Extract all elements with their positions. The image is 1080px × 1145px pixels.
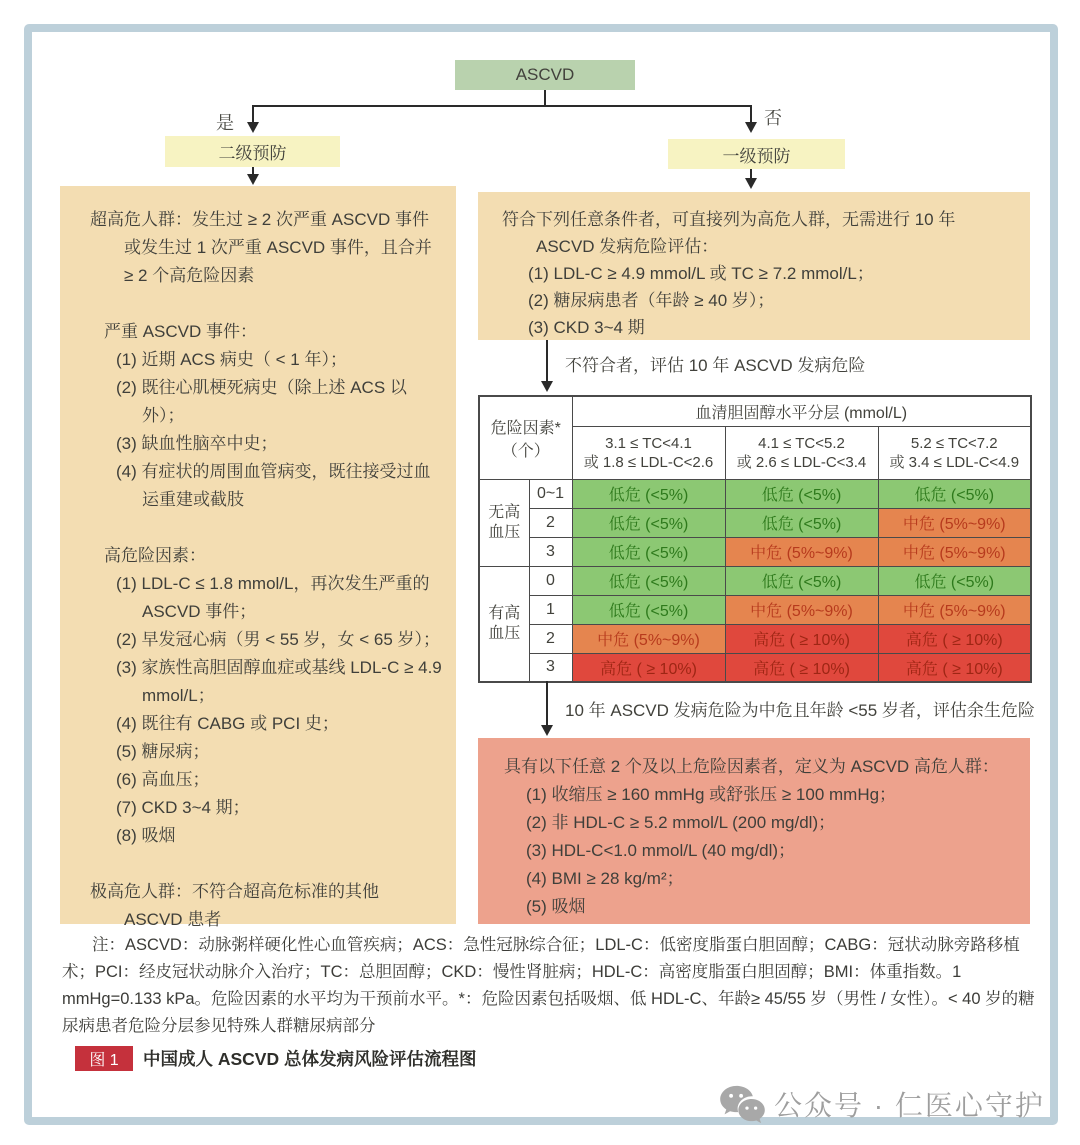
watermark	[718, 1084, 1045, 1124]
table-row	[479, 508, 1031, 537]
text-line: (8) 吸烟	[116, 826, 176, 845]
branch-no-label: 否	[764, 108, 782, 128]
col-header-line2: 或 1.8 ≤ LDL-C<2.6	[583, 453, 714, 471]
table-col-header	[572, 426, 725, 479]
arrow-head	[541, 725, 553, 736]
col-header-line2: 或 3.4 ≤ LDL-C<4.9	[889, 453, 1020, 471]
arrow-head	[745, 122, 757, 133]
connector-line	[546, 681, 548, 726]
arrow-head	[247, 174, 259, 185]
figure-number-badge: 图 1	[75, 1046, 133, 1071]
figure-caption-text: 中国成人 ASCVD 总体发病风险评估流程图	[143, 1049, 477, 1069]
risk-stratification-table	[478, 395, 1032, 683]
table-header-factors	[479, 396, 572, 479]
table-row	[479, 595, 1031, 624]
text-line: (2) 糖尿病患者（年龄 ≥ 40 岁）；	[528, 291, 775, 310]
table-col-header	[725, 426, 878, 479]
text-line: (3) 缺血性脑卒中史；	[116, 434, 278, 453]
table-col-header	[878, 426, 1031, 479]
residual-risk-box	[478, 738, 1030, 924]
table-header-factors-line1: 危险因素*	[490, 419, 561, 437]
text-line: (2) 非 HDL-C ≥ 5.2 mmol/L (200 mg/dl)；	[526, 813, 836, 832]
connector-line	[252, 105, 752, 107]
connector-line	[750, 105, 752, 123]
risk-cell: 高危 ( ≥ 10%)	[725, 624, 878, 653]
arrow-head	[541, 381, 553, 392]
footnote-text: 注：ASCVD：动脉粥样硬化性心血管疾病；ACS：急性冠脉综合征；LDL-C：低密度脂蛋白胆固醇；CABG：冠状动脉旁路移植术；PCI：经皮冠状动脉介入治疗；TC：总胆固醇；CKD：慢性肾脏病；HDL-C：高密度脂蛋白胆固醇；BMI：体重指数。1 mmHg=0.133 kPa。危险因素的水平均为干预前水平。*：危险因素包括吸烟、低 HDL-C、年龄≥ 45/55 岁（男性 / 女性）。< 40 岁的糖尿病患者危险分层参见特殊人群糖尿病部分	[62, 936, 1035, 1035]
table-header-factors-line2: （个）	[501, 442, 550, 460]
text-line: (2) 早发冠心病（男 < 55 岁，女 < 65 岁）；	[116, 630, 441, 649]
factor-count: 2	[529, 508, 572, 537]
factor-count: 1	[529, 595, 572, 624]
col-header-line1: 5.2 ≤ TC<7.2	[910, 434, 998, 452]
risk-cell: 低危 (<5%)	[725, 566, 878, 595]
wechat-icon	[718, 1084, 766, 1124]
text-line: (3) HDL-C<1.0 mmol/L (40 mg/dl)；	[526, 841, 796, 860]
arrow-head	[247, 122, 259, 133]
text-line: (1) 近期 ACS 病史（ < 1 年）；	[116, 350, 347, 369]
node-ascvd	[455, 60, 635, 90]
factor-count: 3	[529, 537, 572, 566]
node-primary-prevention	[668, 139, 845, 169]
text-line: (3) 家族性高胆固醇血症或基线 LDL-C ≥ 4.9 mmol/L；	[116, 658, 442, 705]
node-primary-prevention-label: 一级预防	[722, 146, 791, 166]
risk-cell: 低危 (<5%)	[572, 537, 725, 566]
text-line: (4) BMI ≥ 28 kg/m²；	[526, 869, 684, 888]
table-row	[479, 624, 1031, 653]
direct-high-risk-box	[478, 192, 1030, 340]
arrow-head	[745, 178, 757, 189]
table-header-cholesterol: 血清胆固醇水平分层 (mmol/L)	[572, 396, 1031, 426]
text-line: (7) CKD 3~4 期；	[116, 798, 250, 817]
text-line: 符合下列任意条件者，可直接列为高危人群，无需进行 10 年 ASCVD 发病危险评估：	[502, 210, 956, 256]
node-ascvd-label: ASCVD	[515, 65, 575, 84]
risk-cell: 中危 (5%~9%)	[878, 537, 1031, 566]
node-secondary-prevention-label: 二级预防	[218, 144, 287, 163]
col-header-line2: 或 2.6 ≤ LDL-C<3.4	[736, 453, 867, 471]
risk-cell: 低危 (<5%)	[725, 479, 878, 508]
risk-cell: 低危 (<5%)	[878, 479, 1031, 508]
table-row	[479, 479, 1031, 508]
text-line: (4) 有症状的周围血管病变，既往接受过血运重建或截肢	[116, 462, 431, 509]
node-secondary-prevention	[165, 136, 340, 167]
risk-cell: 中危 (5%~9%)	[572, 624, 725, 653]
risk-cell: 中危 (5%~9%)	[878, 595, 1031, 624]
group-label-hypertension: 有高血压	[479, 566, 529, 682]
factor-count: 3	[529, 653, 572, 682]
text-line: 高危险因素：	[104, 546, 206, 565]
risk-cell: 高危 ( ≥ 10%)	[572, 653, 725, 682]
text-line: 超高危人群：发生过 ≥ 2 次严重 ASCVD 事件或发生过 1 次严重 ASCVD 事件，且合并 ≥ 2 个高危险因素	[90, 210, 432, 285]
connector-line	[544, 90, 546, 106]
text-line: 具有以下任意 2 个及以上危险因素者，定义为 ASCVD 高危人群：	[504, 757, 999, 776]
risk-cell: 高危 ( ≥ 10%)	[725, 653, 878, 682]
factor-count: 0~1	[529, 479, 572, 508]
text-line: (1) LDL-C ≥ 4.9 mmol/L 或 TC ≥ 7.2 mmol/L；	[528, 264, 874, 283]
footnote	[62, 932, 1044, 1040]
group-label-no-hypertension: 无高血压	[479, 479, 529, 566]
text-line: 严重 ASCVD 事件：	[104, 322, 258, 341]
text-line: (1) LDL-C ≤ 1.8 mmol/L，再次发生严重的 ASCVD 事件；	[116, 574, 430, 621]
text-line: (5) 糖尿病；	[116, 742, 210, 761]
text-line: (6) 高血压；	[116, 770, 210, 789]
text-line: (2) 既往心肌梗死病史（除上述 ACS 以外）；	[116, 378, 407, 425]
branch-yes-label: 是	[216, 113, 234, 133]
risk-cell: 低危 (<5%)	[725, 508, 878, 537]
risk-cell: 低危 (<5%)	[878, 566, 1031, 595]
text-line: (4) 既往有 CABG 或 PCI 史；	[116, 714, 339, 733]
factor-count: 2	[529, 624, 572, 653]
watermark-text: 公众号 · 仁医心守护	[774, 1090, 1045, 1121]
table-row	[479, 653, 1031, 682]
text-line: (5) 吸烟	[526, 897, 586, 916]
text-line: (1) 收缩压 ≥ 160 mmHg 或舒张压 ≥ 100 mmHg；	[526, 785, 897, 804]
col-header-line1: 3.1 ≤ TC<4.1	[605, 434, 692, 452]
risk-cell: 低危 (<5%)	[572, 479, 725, 508]
factor-count: 0	[529, 566, 572, 595]
text-line: (3) CKD 3~4 期	[528, 318, 645, 337]
risk-cell: 中危 (5%~9%)	[725, 595, 878, 624]
risk-cell: 中危 (5%~9%)	[878, 508, 1031, 537]
connector-line	[252, 105, 254, 123]
to-table-label: 不符合者，评估 10 年 ASCVD 发病危险	[565, 356, 866, 375]
to-residual-label: 10 年 ASCVD 发病危险为中危且年龄 <55 岁者，评估余生危险	[565, 701, 1035, 720]
table-row	[479, 566, 1031, 595]
risk-cell: 高危 ( ≥ 10%)	[878, 624, 1031, 653]
risk-cell: 低危 (<5%)	[572, 595, 725, 624]
connector-line	[546, 340, 548, 382]
risk-cell: 高危 ( ≥ 10%)	[878, 653, 1031, 682]
very-high-risk-box	[60, 186, 456, 929]
figure-caption	[75, 1046, 476, 1071]
col-header-line1: 4.1 ≤ TC<5.2	[758, 434, 845, 452]
table-row	[479, 537, 1031, 566]
text-line: 极高危人群：不符合超高危标准的其他 ASCVD 患者	[90, 882, 379, 929]
risk-cell: 低危 (<5%)	[572, 566, 725, 595]
risk-cell: 中危 (5%~9%)	[725, 537, 878, 566]
risk-cell: 低危 (<5%)	[572, 508, 725, 537]
